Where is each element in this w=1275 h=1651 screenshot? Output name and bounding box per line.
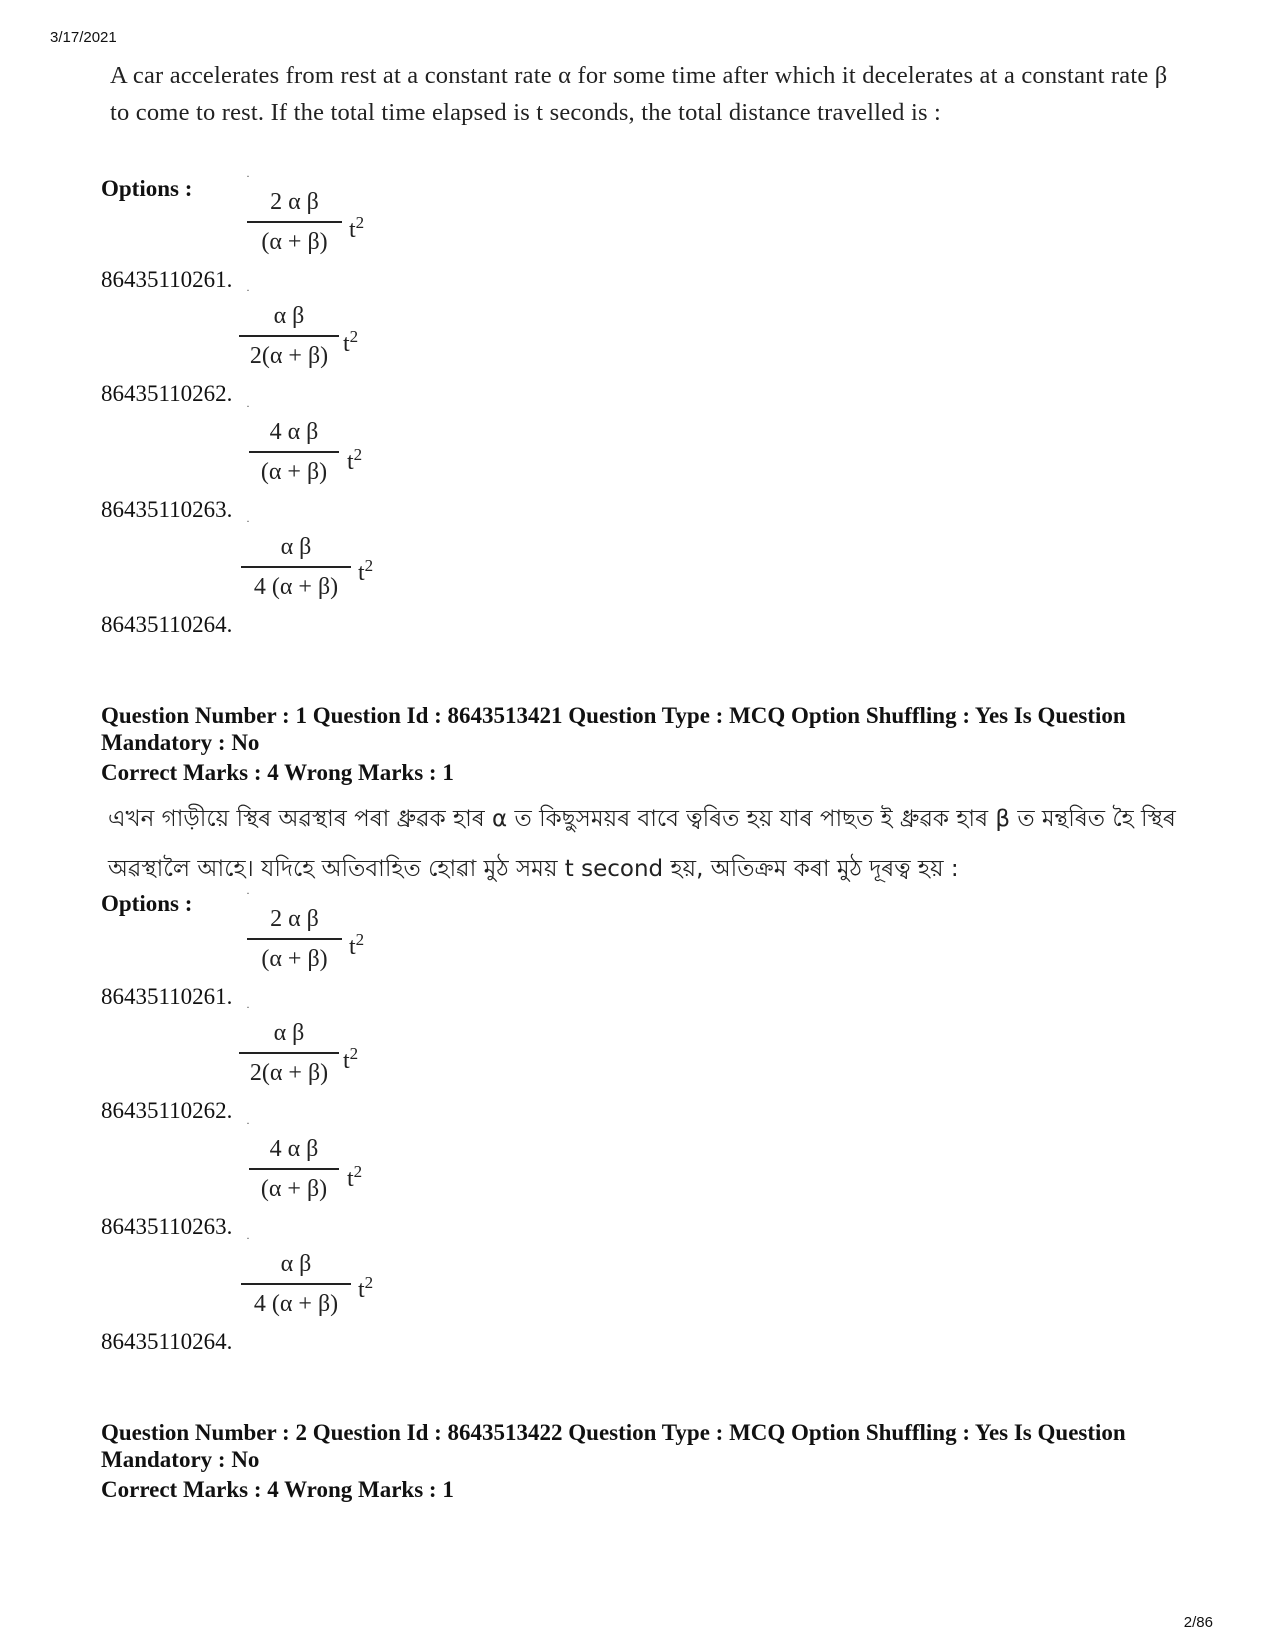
- fraction-bar: [247, 938, 342, 940]
- fraction-denominator: 2(α + β): [249, 343, 329, 369]
- fraction-denominator: (α + β): [261, 229, 328, 255]
- scan-mark: ·: [246, 1000, 250, 1014]
- scan-mark: ·: [246, 283, 250, 297]
- option-formula: [247, 902, 342, 976]
- fraction-bar: [241, 566, 351, 568]
- scan-mark: ·: [246, 514, 250, 528]
- question-meta-line: Mandatory : No: [101, 730, 260, 755]
- option-formula: [241, 1247, 351, 1321]
- option-id: 86435110261.: [101, 267, 233, 292]
- option-id: 86435110264.: [101, 1329, 233, 1354]
- fraction-numerator: 4 α β: [269, 419, 319, 445]
- question-1-meta: [101, 702, 1211, 756]
- time-squared: $t^2$: [347, 445, 363, 475]
- fraction-numerator: 4 α β: [269, 1136, 319, 1162]
- scan-mark: ·: [246, 169, 250, 183]
- option-3: [101, 399, 701, 523]
- page-number: 2/86: [1183, 1614, 1213, 1631]
- question-text-line: অৱস্থালৈ আহে। যদিহে অতিবাহিত হোৱা মুঠ সময় t second হয়, অতিক্রম কৰা মুঠ দূৰত্ব হয় :: [108, 856, 959, 882]
- question-2-meta: [101, 1419, 1211, 1473]
- option-3: [101, 1116, 701, 1240]
- option-formula: [247, 185, 342, 259]
- option-2: [101, 283, 701, 407]
- option-id: 86435110263.: [101, 497, 233, 522]
- fraction-numerator: 2 α β: [270, 189, 319, 215]
- scan-mark: ·: [246, 399, 250, 413]
- fraction-denominator: (α + β): [261, 946, 328, 972]
- time-squared: $t^2$: [343, 1044, 359, 1074]
- fraction-denominator: 2(α + β): [249, 1060, 329, 1086]
- fraction-numerator: α β: [280, 534, 312, 560]
- time-squared: $t^2$: [347, 1162, 363, 1192]
- fraction-numerator: 2 α β: [270, 906, 319, 932]
- time-squared: $t^2$: [358, 1273, 374, 1303]
- option-id: 86435110261.: [101, 984, 233, 1009]
- question-meta-line: Question Number : 2 Question Id : 8643513422 Question Type : MCQ Option Shuffling : Yes Is Question: [101, 1420, 1126, 1445]
- fraction-bar: [247, 221, 342, 223]
- question-text-line: এখন গাড়ীয়ে স্থিৰ অৱস্থাৰ পৰা ধ্রুৱক হাৰ α ত কিছুসময়ৰ বাবে ত্বৰিত হয় যাৰ পাছত ই ধ্রুৱক হাৰ β ত মন্থৰিত হৈ স্থিৰ: [108, 806, 1176, 832]
- fraction-bar: [249, 1168, 339, 1170]
- scan-mark: ·: [246, 1116, 250, 1130]
- question-meta-line: Mandatory : No: [101, 1447, 260, 1472]
- fraction-bar: [241, 1283, 351, 1285]
- option-id: 86435110262.: [101, 1098, 233, 1123]
- time-squared: $t^2$: [358, 556, 374, 586]
- fraction-denominator: (α + β): [260, 1176, 328, 1202]
- question-meta-line: Question Number : 1 Question Id : 8643513421 Question Type : MCQ Option Shuffling : Yes Is Question: [101, 703, 1126, 728]
- option-id: 86435110263.: [101, 1214, 233, 1239]
- option-id: 86435110264.: [101, 612, 233, 637]
- fraction-denominator: 4 (α + β): [253, 1291, 339, 1317]
- option-4: [101, 514, 701, 638]
- question-text-english: A car accelerates from rest at a constant rate α for some time after which it decelerates at a constant rate β to come to rest. If the total time elapsed is t seconds, the total distance travelled is :: [110, 62, 1168, 126]
- option-formula: [239, 1016, 339, 1090]
- fraction-bar: [239, 1052, 339, 1054]
- options-heading: Options :: [101, 891, 193, 916]
- option-formula: [249, 415, 339, 489]
- option-formula: [241, 530, 351, 604]
- option-id: 86435110262.: [101, 381, 233, 406]
- fraction-bar: [239, 335, 339, 337]
- print-date: 3/17/2021: [50, 29, 117, 46]
- question-text-assamese: [108, 794, 1208, 894]
- question-2-marks: Correct Marks : 4 Wrong Marks : 1: [101, 1477, 454, 1502]
- fraction-numerator: α β: [273, 1020, 305, 1046]
- option-2: [101, 1000, 701, 1124]
- scan-mark: ·: [246, 1231, 250, 1245]
- options-heading: Options :: [101, 176, 193, 201]
- option-4: [101, 1231, 701, 1355]
- time-squared: $t^2$: [349, 213, 365, 243]
- time-squared: $t^2$: [343, 327, 359, 357]
- question-1-marks: Correct Marks : 4 Wrong Marks : 1: [101, 760, 454, 785]
- fraction-denominator: (α + β): [260, 459, 328, 485]
- scan-mark: ·: [246, 886, 250, 900]
- time-squared: $t^2$: [349, 930, 365, 960]
- option-1: [101, 886, 701, 1010]
- option-formula: [249, 1132, 339, 1206]
- option-1: [101, 169, 701, 293]
- option-formula: [239, 299, 339, 373]
- fraction-denominator: 4 (α + β): [253, 574, 339, 600]
- fraction-numerator: α β: [280, 1251, 312, 1277]
- fraction-bar: [249, 451, 339, 453]
- fraction-numerator: α β: [273, 303, 305, 329]
